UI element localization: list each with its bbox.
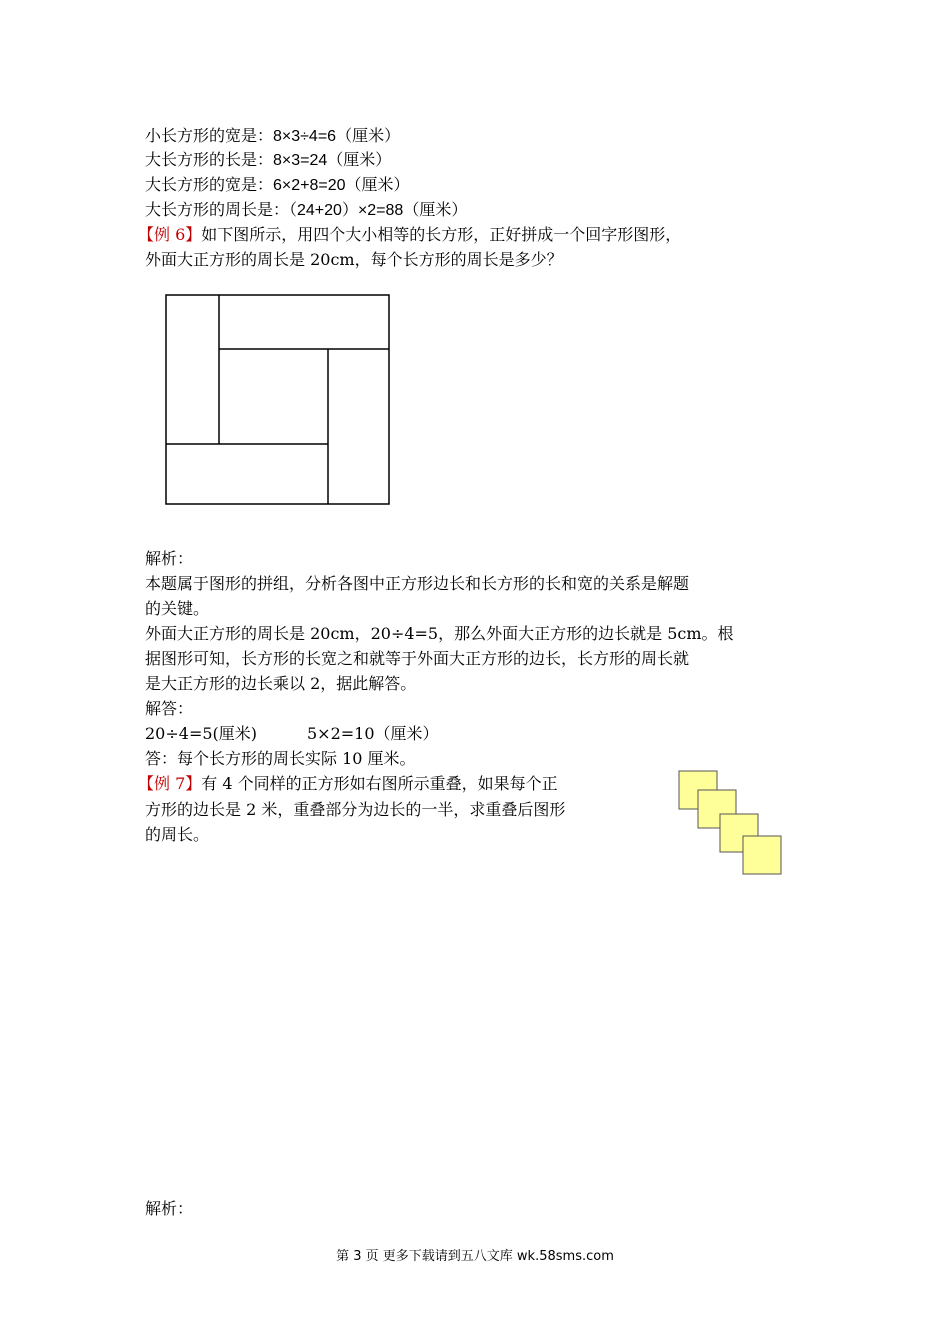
answer6-conclusion: 答：每个长方形的周长实际 10 厘米。 xyxy=(145,749,416,768)
nested-rectangles-figure xyxy=(160,288,396,510)
overlapping-squares-figure xyxy=(676,768,786,878)
text-line: 大长方形的周长是：（24+20）×2=88（厘米） xyxy=(145,202,468,219)
page-footer: 第 3 页 更多下载请到五八文库 wk.58sms.com xyxy=(336,1249,614,1264)
analysis7-heading: 解析： xyxy=(145,1199,194,1218)
analysis6-text: 外面大正方形的周长是 20cm，20÷4=5，那么外面大正方形的边长就是 5cm。根 xyxy=(145,624,734,643)
analysis6-text: 是大正方形的边长乘以 2，据此解答。 xyxy=(145,674,417,693)
analysis6-heading: 解析： xyxy=(145,549,194,568)
answer6-calc1: 20÷4=5(厘米) xyxy=(145,724,258,743)
example7-tag: 【例 7】 xyxy=(138,774,202,793)
square-4 xyxy=(743,836,781,874)
example7-question: 有 4 个同样的正方形如右图所示重叠，如果每个正 xyxy=(201,774,558,793)
analysis6-text: 的关键。 xyxy=(145,599,210,618)
answer6-heading: 解答： xyxy=(145,699,194,718)
answer6-calc2: 5×2=10（厘米） xyxy=(307,724,439,743)
text-line: 大长方形的宽是：6×2+8=20（厘米） xyxy=(145,177,410,194)
text-line: 小长方形的宽是：8×3÷4=6（厘米） xyxy=(145,128,401,145)
example7-line2: 方形的边长是 2 米，重叠部分为边长的一半，求重叠后图形 xyxy=(145,800,566,819)
outer-square xyxy=(166,295,389,504)
example7-line1 xyxy=(138,773,558,795)
example6-question: 如下图所示，用四个大小相等的长方形，正好拼成一个回字形图形， xyxy=(201,225,682,244)
example6-line1 xyxy=(138,224,681,246)
text-line: 大长方形的长是：8×3=24（厘米） xyxy=(145,152,392,169)
analysis6-text: 据图形可知，长方形的长宽之和就等于外面大正方形的边长，长方形的周长就 xyxy=(145,649,690,668)
example6-tag: 【例 6】 xyxy=(138,225,202,244)
example6-line2: 外面大正方形的周长是 20cm，每个长方形的周长是多少？ xyxy=(145,250,563,269)
example7-line3: 的周长。 xyxy=(145,825,210,844)
analysis6-text: 本题属于图形的拼组，分析各图中正方形边长和长方形的长和宽的关系是解题 xyxy=(145,574,690,593)
